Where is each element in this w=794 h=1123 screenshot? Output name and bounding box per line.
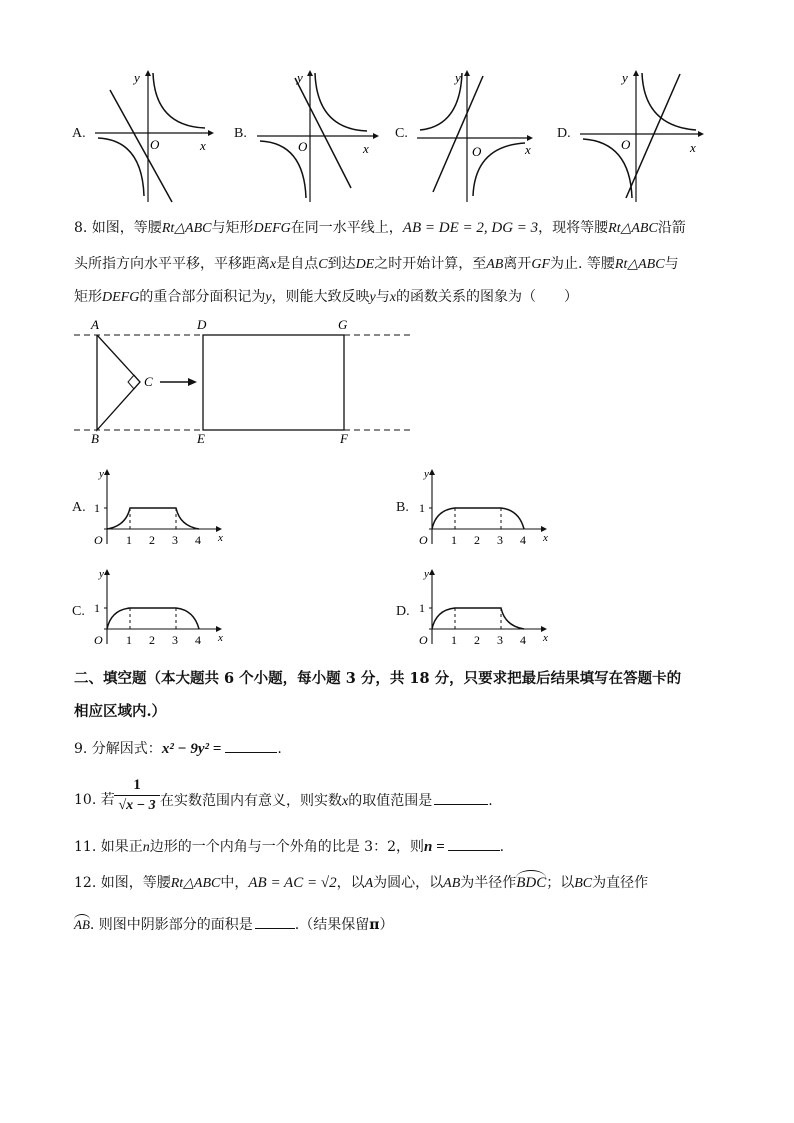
q12-line-1 xyxy=(74,873,648,894)
q8c-tick-y: 1 xyxy=(94,601,100,615)
q8d-t3: 3 xyxy=(497,633,503,647)
q8-text: ，则能大致反映 xyxy=(271,289,370,305)
q8d-o: O xyxy=(419,633,428,647)
fig-label-e: E xyxy=(197,431,205,446)
q8-text: 是自点 xyxy=(276,256,319,272)
q12-line-2 xyxy=(74,914,394,935)
q8-ab: AB xyxy=(486,257,504,272)
q7-b-o: O xyxy=(298,139,308,154)
q8-text: 的函数关系的图象为（ ） xyxy=(395,289,578,305)
q10-denominator: √x − 3 xyxy=(118,798,156,813)
q12-answer-blank[interactable] xyxy=(255,914,295,929)
q8-text: 之时开始计算，至 xyxy=(374,256,487,272)
q10-suffix: . xyxy=(488,793,493,809)
q10-prefix: 10. 若 xyxy=(74,792,115,808)
q8-var-x: x xyxy=(270,257,277,272)
q8b-t1: 1 xyxy=(451,533,457,547)
q8b-y: y xyxy=(424,468,429,480)
q7-b-x: x xyxy=(363,141,369,156)
q8-option-b-graph xyxy=(415,466,555,548)
q8-line-1 xyxy=(74,218,686,239)
q7-a-o: O xyxy=(150,137,160,152)
q7-option-b-graph xyxy=(255,68,380,203)
q8a-t4: 4 xyxy=(195,533,201,547)
q8-text: 矩形 xyxy=(74,289,102,305)
q8-option-c-label: C. xyxy=(72,604,85,619)
q9-answer-blank[interactable] xyxy=(225,738,277,753)
q10-rest xyxy=(160,790,493,812)
q8-text: 沿箭 xyxy=(657,220,686,236)
q7-b-y: y xyxy=(297,70,303,85)
q8c-t4: 4 xyxy=(195,633,201,647)
q8-figure xyxy=(72,316,417,448)
q10-numerator: 1 xyxy=(133,777,141,793)
fig-label-g: G xyxy=(338,317,348,332)
q7-d-o: O xyxy=(621,137,631,152)
q7-option-d-label: D. xyxy=(557,126,571,141)
q11-mid: 边形的一个内角与一个外角的比是 3：2，则 xyxy=(149,839,424,855)
q12-arc-bdc: BDC xyxy=(516,870,546,891)
q7-c-o: O xyxy=(472,144,482,159)
q8-de: DE xyxy=(355,257,375,272)
q8a-t2: 2 xyxy=(149,533,155,547)
q12-rt-abc: Rt△ABC xyxy=(170,876,221,891)
q11-answer-blank[interactable] xyxy=(448,836,500,851)
q12-ab: AB xyxy=(443,876,461,891)
q8-eq: AB = DE = 2, DG = 3 xyxy=(402,220,539,236)
q7-a-y: y xyxy=(134,70,140,85)
q7-d-y: y xyxy=(622,70,628,85)
q10-mid: 在实数范围内有意义，则实数 xyxy=(160,793,342,809)
q8-gf: GF xyxy=(531,257,551,272)
q8-line-2 xyxy=(74,254,679,275)
section2-title: 二、填空题（本大题共 6 个小题，每小题 3 分，共 18 分，只要求把最后结果填写在答题卡的 xyxy=(74,670,682,687)
q12-text: 为圆心，以 xyxy=(373,875,444,891)
q8-var-y: y xyxy=(265,290,272,305)
q8c-y: y xyxy=(99,568,104,580)
q12-text: .（结果保留 xyxy=(294,917,370,933)
q8b-t3: 3 xyxy=(497,533,503,547)
q12-text: 为直径作 xyxy=(592,875,649,891)
q9-suffix: . xyxy=(277,741,282,757)
fig-label-f: F xyxy=(340,431,348,446)
q8-rt-abc: Rt△ABC xyxy=(614,257,665,272)
q8b-o: O xyxy=(419,533,428,547)
q8-text: 与 xyxy=(664,256,679,272)
q7-a-x: x xyxy=(200,138,206,153)
q8d-t1: 1 xyxy=(451,633,457,647)
q12-arc-ab: AB xyxy=(74,914,90,932)
q8-var-y: y xyxy=(369,290,376,305)
q7-c-y: y xyxy=(455,70,461,85)
q8d-y: y xyxy=(424,568,429,580)
q8-text: 到达 xyxy=(327,256,356,272)
q9-prefix: 9. 分解因式： xyxy=(74,741,162,757)
q12-text: 为半径作 xyxy=(460,875,517,891)
q8-text: 为止. 等腰 xyxy=(550,256,615,272)
q12-pt-a: A xyxy=(364,876,374,891)
q11-suffix: . xyxy=(499,839,505,855)
q8c-o: O xyxy=(94,633,103,647)
q8d-t2: 2 xyxy=(474,633,480,647)
q12-text: ） xyxy=(379,917,394,933)
q7-d-x: x xyxy=(690,140,696,155)
q8a-t1: 1 xyxy=(126,533,132,547)
q8-option-d-label: D. xyxy=(396,604,410,619)
q12-text: . 则图中阴影部分的面积是 xyxy=(89,917,253,933)
q10-tail: 的取值范围是 xyxy=(348,793,433,809)
q8b-t4: 4 xyxy=(520,533,526,547)
q8-option-a-graph xyxy=(90,466,230,548)
q8b-tick-y: 1 xyxy=(419,501,425,515)
q8-defg: DEFG xyxy=(102,290,140,305)
q11 xyxy=(74,836,504,858)
q12-pi: π xyxy=(369,917,380,933)
q8-text: 与 xyxy=(375,289,390,305)
q12-text: ；以 xyxy=(546,875,575,891)
q10-fraction-bar xyxy=(114,795,160,796)
q8c-t3: 3 xyxy=(172,633,178,647)
q8d-x: x xyxy=(543,632,548,644)
q8d-t4: 4 xyxy=(520,633,526,647)
fig-label-a: A xyxy=(91,317,99,332)
q9 xyxy=(74,738,282,759)
q11-var-n: n xyxy=(142,840,150,855)
q7-option-c-label: C. xyxy=(395,126,408,141)
q8-option-c-graph xyxy=(90,566,230,648)
q12-bc: BC xyxy=(574,876,593,891)
q10 xyxy=(74,790,115,810)
q12-text: 中， xyxy=(220,875,249,891)
q8-option-a-label: A. xyxy=(72,500,86,515)
q12-eq: AB = AC = √2 xyxy=(248,875,337,891)
q8a-tick-y: 1 xyxy=(94,501,100,515)
q11-prefix: 11. 如果正 xyxy=(74,839,143,855)
q12-text: ，以 xyxy=(336,875,365,891)
q8c-t2: 2 xyxy=(149,633,155,647)
q8-text: ，现将等腰 xyxy=(538,220,609,236)
q8-option-b-label: B. xyxy=(396,500,409,515)
q8-defg: DEFG xyxy=(253,221,291,236)
q8-var-x: x xyxy=(389,290,396,305)
q9-expr: x² − 9y² = xyxy=(161,741,222,757)
q8-option-d-graph xyxy=(415,566,555,648)
q8-rt-abc: Rt△ABC xyxy=(608,221,658,236)
section2-title-cont: 相应区域内.） xyxy=(74,703,167,720)
fig-label-b: B xyxy=(91,431,99,446)
q8c-t1: 1 xyxy=(126,633,132,647)
q10-fraction xyxy=(114,776,160,815)
q8b-x: x xyxy=(543,532,548,544)
fig-label-c: C xyxy=(144,374,153,389)
q8d-tick-y: 1 xyxy=(419,601,425,615)
q8-text: 8. 如图，等腰 xyxy=(74,220,162,236)
q7-option-d-graph xyxy=(578,68,708,203)
q8-text: 的重合部分面积记为 xyxy=(139,289,266,305)
q10-answer-blank[interactable] xyxy=(434,790,488,805)
q7-option-a-label: A. xyxy=(72,126,86,141)
q8a-t3: 3 xyxy=(172,533,178,547)
q10-var-x: x xyxy=(342,794,349,809)
q7-option-b-label: B. xyxy=(234,126,247,141)
q8-text: 头所指方向水平平移，平移距离 xyxy=(74,256,270,272)
q8b-t2: 2 xyxy=(474,533,480,547)
q12-text: 12. 如图，等腰 xyxy=(74,875,171,891)
q8-pt-c: C xyxy=(318,257,328,272)
q8a-x: x xyxy=(218,532,223,544)
q8-text: 离开 xyxy=(503,256,532,272)
q8-text: 在同一水平线上， xyxy=(290,220,403,236)
q8-line-3 xyxy=(74,287,578,308)
q8c-x: x xyxy=(218,632,223,644)
q7-options xyxy=(0,60,794,210)
fig-label-d: D xyxy=(197,317,207,332)
q7-c-x: x xyxy=(525,142,531,157)
q8a-y: y xyxy=(99,468,104,480)
q7-option-a-graph xyxy=(90,68,215,203)
q7-option-c-graph xyxy=(415,68,540,203)
q11-eq: n = xyxy=(423,839,445,855)
q8a-o: O xyxy=(94,533,103,547)
q8-text: 与矩形 xyxy=(211,220,254,236)
q8-rt-abc: Rt△ABC xyxy=(161,221,212,236)
